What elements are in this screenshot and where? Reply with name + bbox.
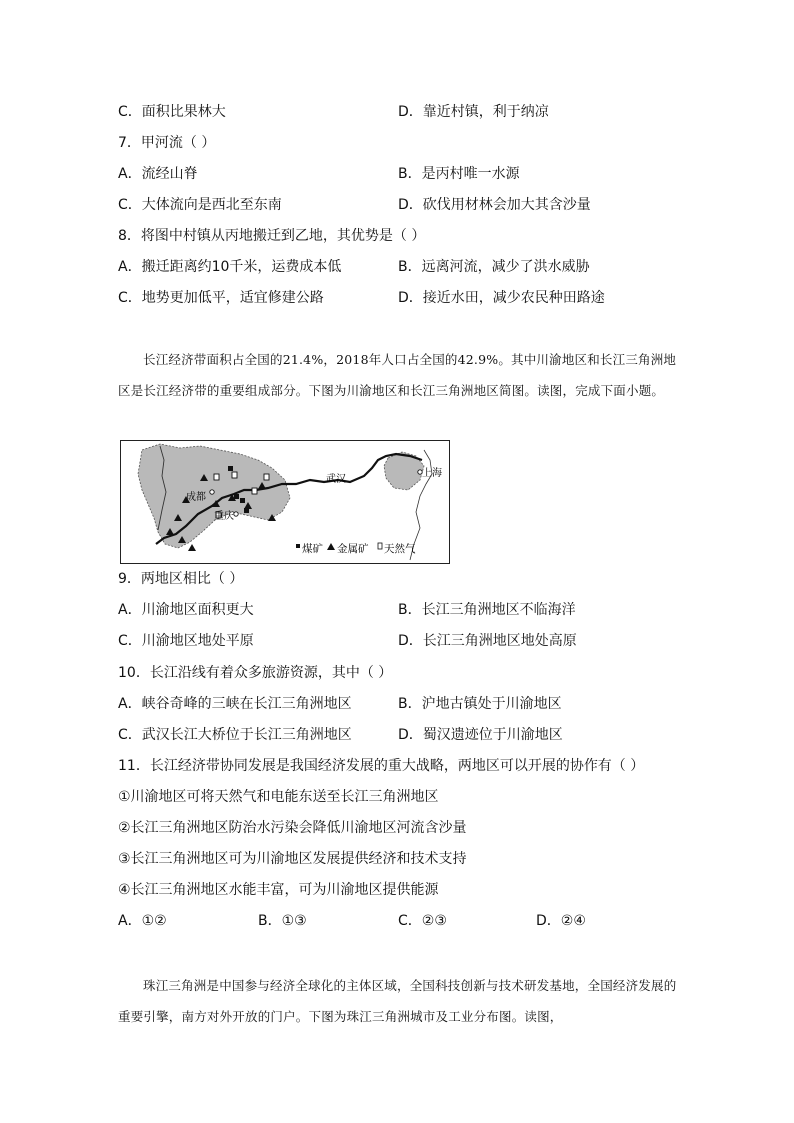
label-shanghai: 上海 bbox=[422, 468, 442, 479]
q7-option-b: B．是丙村唯一水源 bbox=[398, 166, 520, 182]
q8-option-c: C．地势更加低平，适宜修建公路 bbox=[118, 290, 324, 306]
q11-stem: 11．长江经济带协同发展是我国经济发展的重大战略，两地区可以开展的协作有（ ） bbox=[118, 758, 645, 774]
q8-option-d: D．接近水田，减少农民种田路途 bbox=[398, 290, 605, 306]
q7-option-c: C．大体流向是西北至东南 bbox=[118, 197, 282, 213]
q6-option-d: D．靠近村镇，利于纳凉 bbox=[398, 104, 549, 120]
chongqing-marker bbox=[234, 512, 238, 516]
q11-statement-3: ③长江三角洲地区可为川渝地区发展提供经济和技术支持 bbox=[118, 851, 467, 867]
q7-stem: 7．甲河流（ ） bbox=[118, 135, 216, 151]
q10-option-a: A．峡谷奇峰的三峡在长江三角洲地区 bbox=[118, 696, 352, 712]
label-wuhan: 武汉 bbox=[326, 474, 346, 485]
label-chengdu: 成都 bbox=[186, 492, 206, 503]
q10-option-c: C．武汉长江大桥位于长江三角洲地区 bbox=[118, 727, 352, 743]
q7-option-d: D．砍伐用材林会加大其含沙量 bbox=[398, 197, 591, 213]
q11-option-c: C．②③ bbox=[398, 913, 447, 929]
passage-yangtze: 长江经济带面积占全国的21.4%，2018年人口占全国的42.9%。其中川渝地区和长江三角洲地区是长江经济带的重要组成部分。下图为川渝地区和长江三角洲地区简图。读图，完成下面小题。 bbox=[118, 352, 677, 398]
passage-pearl-river: 珠江三角洲是中国参与经济全球化的主体区域，全国科技创新与技术研发基地，全国经济发展的重要引擎，南方对外开放的门户。下图为珠江三角洲城市及工业分布图。读图， bbox=[118, 978, 677, 1024]
q9-option-c: C．川渝地区地处平原 bbox=[118, 633, 254, 649]
q6-option-c: C．面积比果林大 bbox=[118, 104, 226, 120]
q10-stem: 10．长江沿线有着众多旅游资源，其中（ ） bbox=[118, 665, 393, 681]
q7-option-a: A．流经山脊 bbox=[118, 166, 198, 182]
q11-statement-1: ①川渝地区可将天然气和电能东送至长江三角洲地区 bbox=[118, 789, 439, 805]
yangtze-map bbox=[120, 440, 450, 564]
label-chongqing: 重庆 bbox=[214, 511, 234, 522]
legend-gas-icon bbox=[378, 543, 382, 549]
q9-option-d: D．长江三角洲地区地处高原 bbox=[398, 633, 577, 649]
q8-option-a: A．搬迁距离约10千米，运费成本低 bbox=[118, 259, 342, 275]
q8-option-b: B．远离河流，减少了洪水威胁 bbox=[398, 259, 590, 275]
q11-statement-2: ②长江三角洲地区防治水污染会降低川渝地区河流含沙量 bbox=[118, 820, 467, 836]
legend-coal: 煤矿 bbox=[302, 543, 323, 555]
legend-gas: 天然气 bbox=[384, 543, 416, 555]
q10-option-b: B．沪地古镇处于川渝地区 bbox=[398, 696, 562, 712]
q10-option-d: D．蜀汉遗迹位于川渝地区 bbox=[398, 727, 563, 743]
q11-statement-4: ④长江三角洲地区水能丰富，可为川渝地区提供能源 bbox=[118, 882, 439, 898]
q9-stem: 9．两地区相比（ ） bbox=[118, 571, 244, 587]
q9-option-b: B．长江三角洲地区不临海洋 bbox=[398, 602, 576, 618]
legend-coal-icon bbox=[296, 544, 300, 548]
q11-option-b: B．①③ bbox=[258, 913, 307, 929]
q9-option-a: A．川渝地区面积更大 bbox=[118, 602, 254, 618]
q11-option-d: D．②④ bbox=[536, 913, 586, 929]
q11-option-a: A．①② bbox=[118, 913, 167, 929]
legend-metal: 金属矿 bbox=[337, 543, 369, 555]
q8-stem: 8．将图中村镇从丙地搬迁到乙地，其优势是（ ） bbox=[118, 228, 426, 244]
chengdu-marker bbox=[210, 490, 214, 494]
